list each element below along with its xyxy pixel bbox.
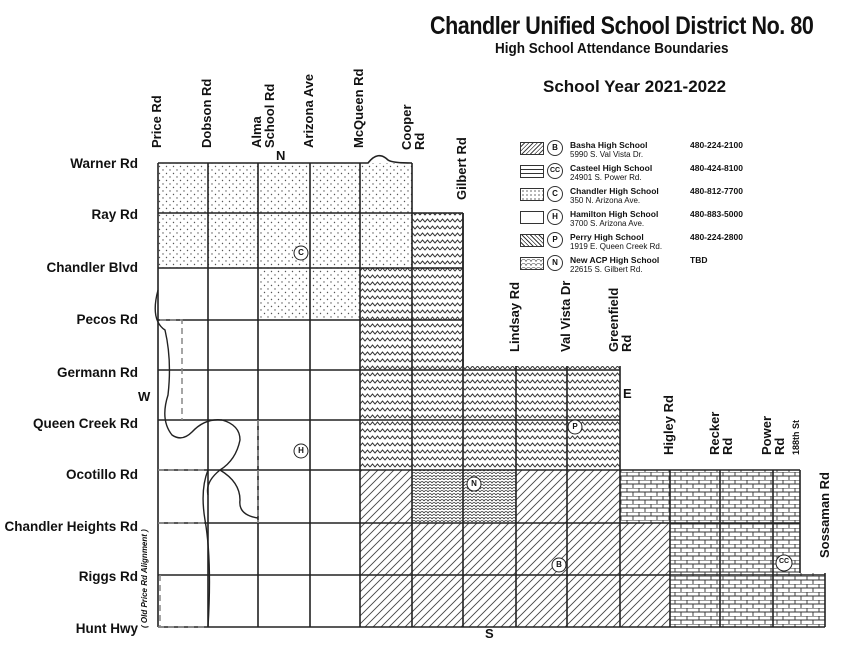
legend-address: 1919 E. Queen Creek Rd.	[570, 242, 663, 251]
legend-school-name: Casteel High School	[570, 163, 653, 173]
marker-acp: N	[471, 479, 477, 488]
legend-code: P	[547, 232, 563, 248]
road-label-higley: Higley Rd	[661, 395, 676, 455]
legend-school-name: New ACP High School	[570, 255, 660, 265]
legend-phone: 480-883-5000	[690, 209, 743, 219]
hatch-swatch-icon	[520, 142, 544, 155]
legend-code: C	[547, 186, 563, 202]
road-label-price: Price Rd	[149, 95, 164, 148]
legend-row	[520, 210, 765, 233]
road-label-chandler-heights: Chandler Heights Rd	[4, 519, 138, 534]
dots-swatch-icon	[520, 188, 544, 201]
legend-code: H	[547, 209, 563, 225]
old-price-alignment-note: ( Old Price Rd Alignment )	[140, 529, 149, 628]
road-label-riggs: Riggs Rd	[78, 569, 138, 584]
marker-casteel: CC	[778, 558, 790, 565]
page-subtitle: High School Attendance Boundaries	[495, 40, 729, 57]
brick-swatch-icon	[520, 165, 544, 178]
legend-address: 350 N. Arizona Ave.	[570, 196, 641, 205]
legend-school-name: Chandler High School	[570, 186, 659, 196]
legend-phone: 480-812-7700	[690, 186, 743, 196]
legend-phone: 480-424-8100	[690, 163, 743, 173]
chandler-boundary-east	[258, 213, 360, 320]
legend-school-name: Basha High School	[570, 140, 648, 150]
road-label-sossaman: Sossaman Rd	[817, 472, 832, 558]
road-label-power: Power Rd	[759, 415, 787, 455]
road-label-val-vista: Val Vista Dr	[558, 280, 573, 352]
road-label-gilbert: Gilbert Rd	[454, 137, 469, 200]
road-label-188th: 188th St	[791, 419, 801, 455]
scales-swatch-icon	[520, 257, 544, 270]
road-label-hunt-hwy: Hunt Hwy	[75, 621, 138, 636]
legend	[520, 141, 765, 279]
road-label-recker: Recker Rd	[707, 411, 735, 455]
acp-boundary	[412, 470, 516, 523]
road-label-dobson: Dobson Rd	[199, 78, 214, 148]
legend-row	[520, 141, 765, 164]
legend-address: 5990 S. Val Vista Dr.	[570, 150, 644, 159]
marker-hamilton: H	[298, 446, 304, 455]
legend-address: 24901 S. Power Rd.	[570, 173, 642, 182]
road-label-arizona: Arizona Ave	[301, 73, 316, 148]
legend-phone: 480-224-2800	[690, 232, 743, 242]
road-label-alma-school: Alma School Rd	[249, 83, 277, 148]
legend-address: 22615 S. Gilbert Rd.	[570, 265, 643, 274]
legend-code: N	[547, 255, 563, 271]
legend-row	[520, 256, 765, 279]
legend-code: CC	[547, 163, 563, 179]
marker-perry: P	[572, 422, 578, 431]
compass-south: S	[485, 626, 494, 641]
school-year: School Year 2021-2022	[543, 77, 727, 96]
compass-east: E	[623, 386, 632, 401]
legend-phone: 480-224-2100	[690, 140, 743, 150]
road-label-ray: Ray Rd	[91, 207, 138, 222]
blank-swatch-icon	[520, 211, 544, 224]
legend-school-name: Perry High School	[570, 232, 644, 242]
road-label-warner: Warner Rd	[70, 156, 138, 171]
road-label-greenfield: Greenfield Rd	[606, 287, 634, 352]
legend-address: 3700 S. Arizona Ave.	[570, 219, 645, 228]
marker-basha: B	[556, 560, 562, 569]
marker-chandler: C	[298, 248, 304, 257]
legend-phone: TBD	[690, 255, 708, 265]
western-boundaries	[155, 290, 258, 627]
legend-school-name: Hamilton High School	[570, 209, 659, 219]
compass-west: W	[138, 389, 151, 404]
road-label-queen-creek: Queen Creek Rd	[32, 416, 138, 431]
zigzag-swatch-icon	[520, 234, 544, 247]
legend-row	[520, 233, 765, 256]
legend-row	[520, 187, 765, 210]
road-label-lindsay: Lindsay Rd	[507, 281, 522, 352]
road-label-cooper: Cooper Rd	[399, 104, 427, 150]
road-label-germann: Germann Rd	[56, 365, 138, 380]
legend-code: B	[547, 140, 563, 156]
road-label-chandler-blvd: Chandler Blvd	[46, 260, 138, 275]
compass-north: N	[276, 148, 286, 163]
road-label-mcqueen: McQueen Rd	[351, 68, 366, 148]
road-label-pecos: Pecos Rd	[76, 312, 138, 327]
road-label-ocotillo: Ocotillo Rd	[66, 467, 138, 482]
page-title: Chandler Unified School District No. 80	[430, 12, 814, 40]
legend-row	[520, 164, 765, 187]
